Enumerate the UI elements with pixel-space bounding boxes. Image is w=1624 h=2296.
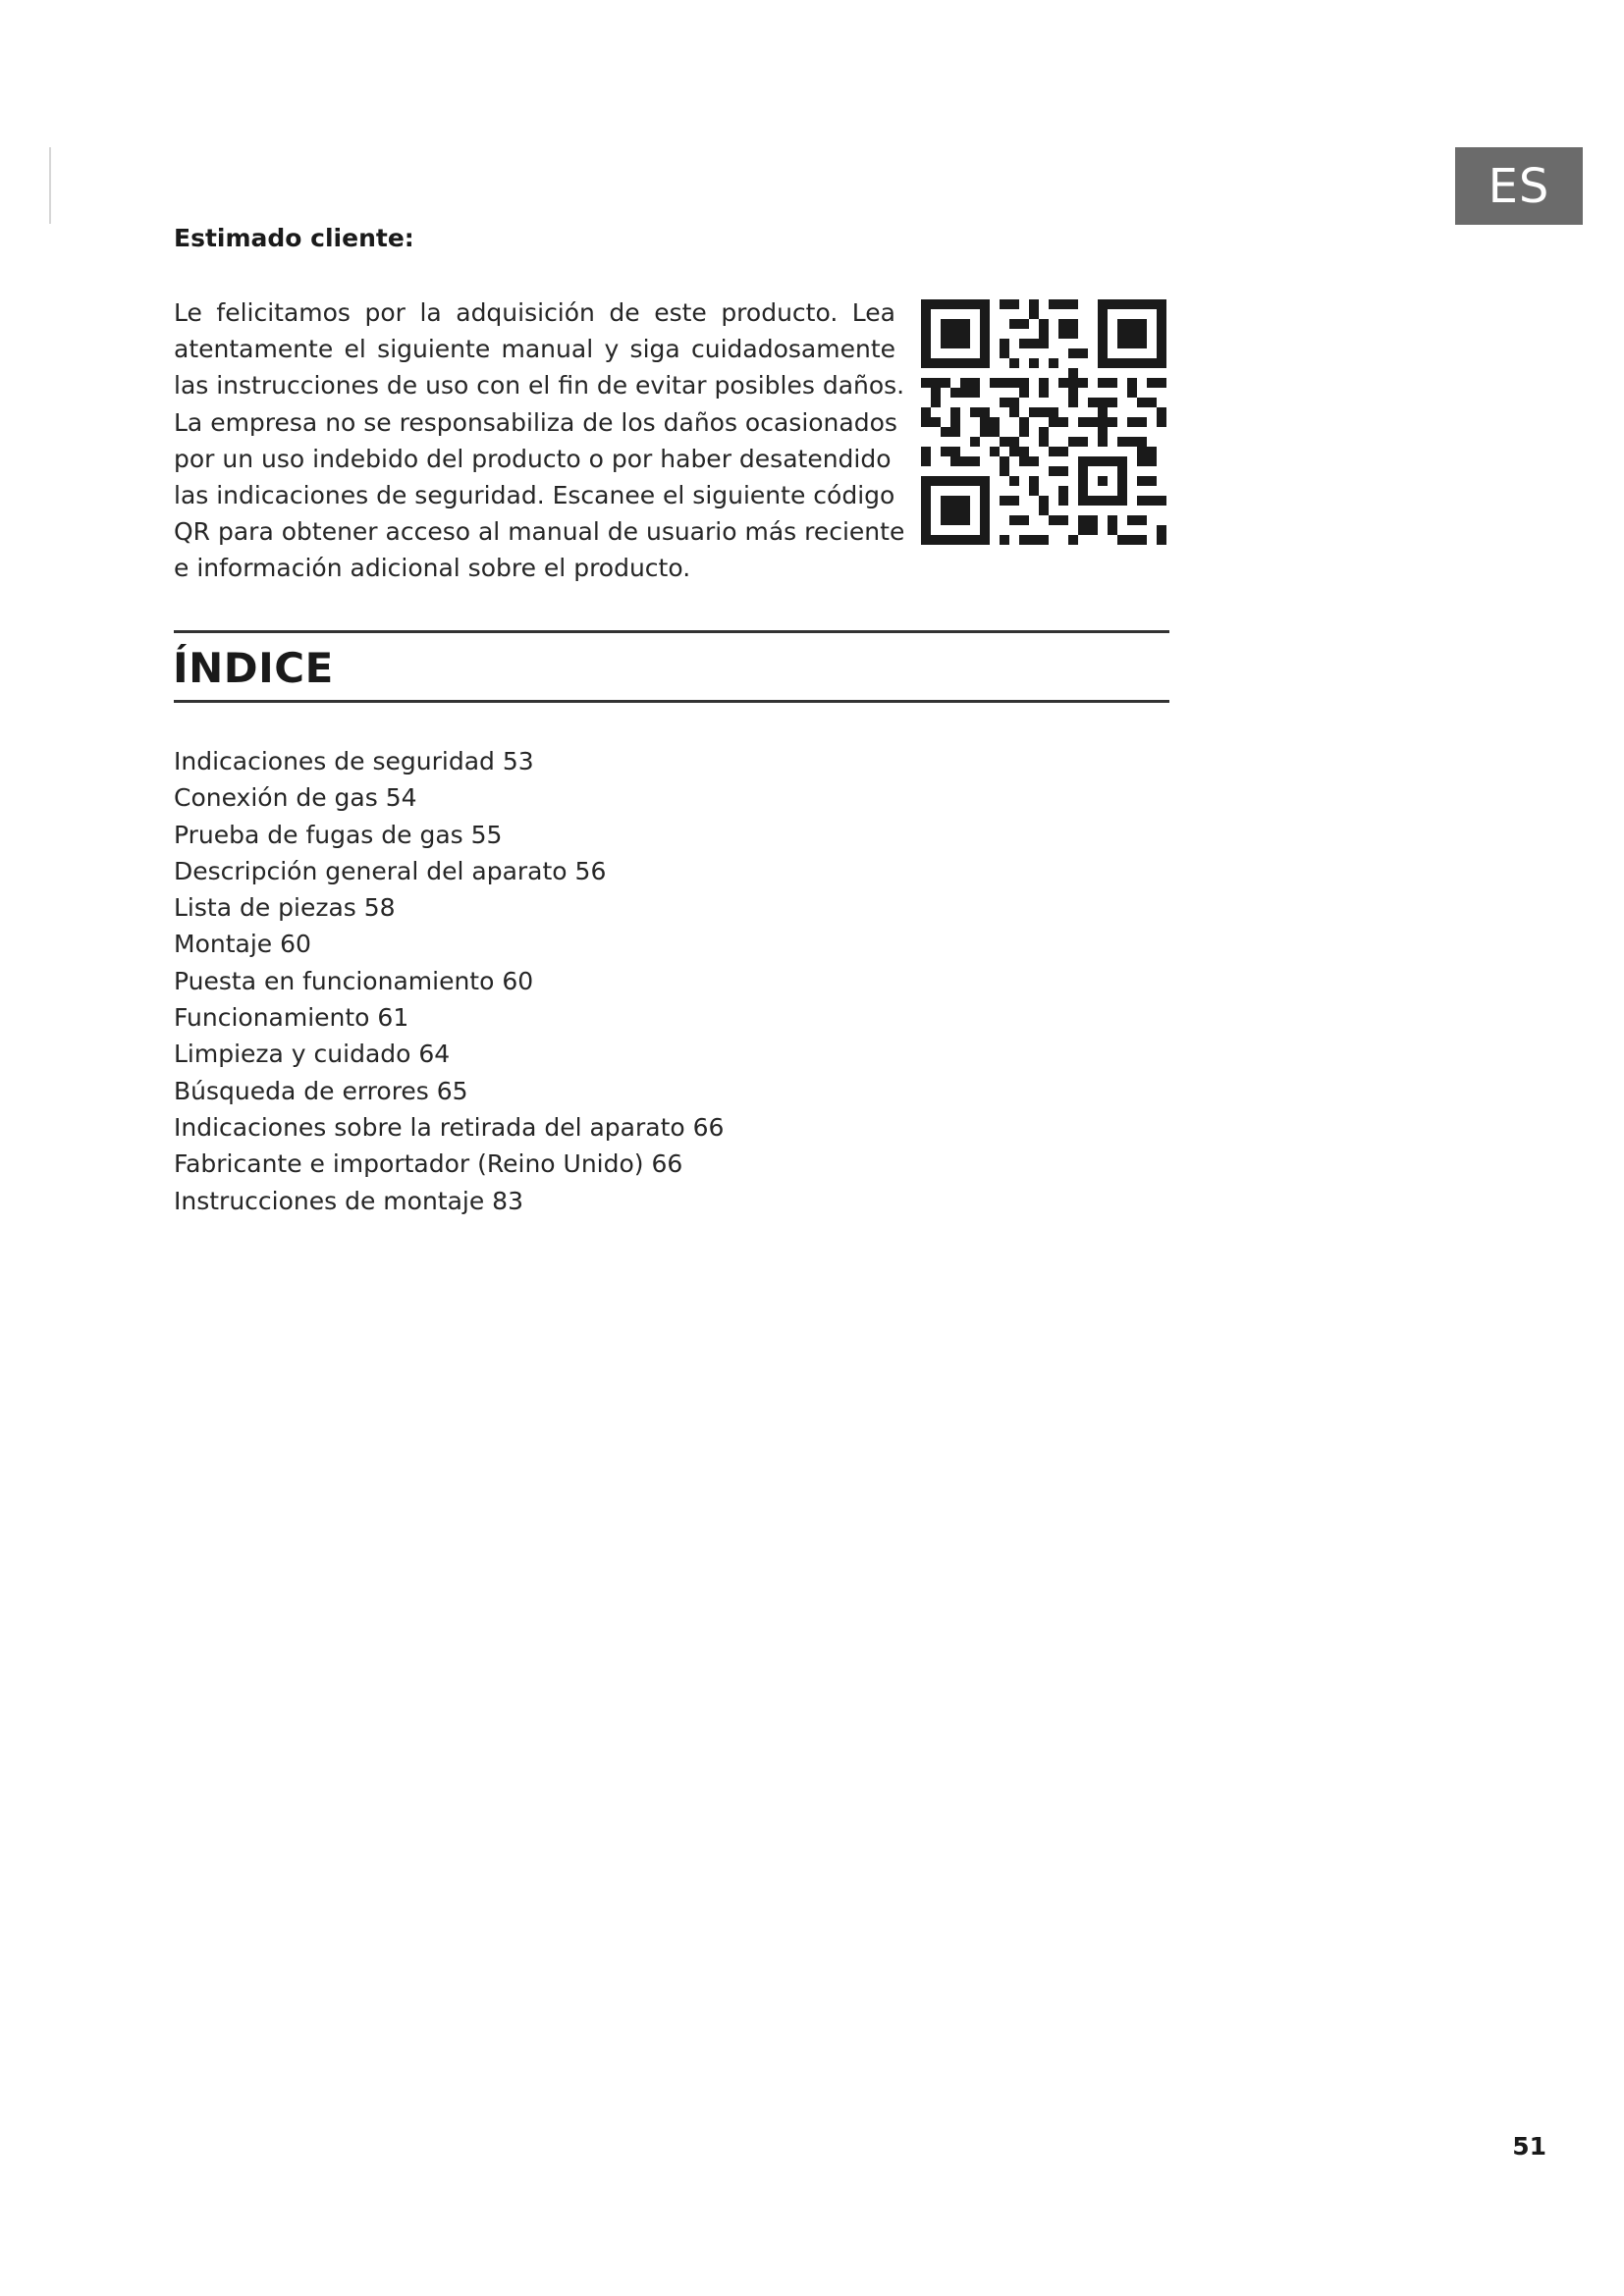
intro-line: las indicaciones de seguridad. Escanee el siguiente código bbox=[174, 481, 895, 510]
intro-paragraph bbox=[174, 294, 905, 587]
toc-item[interactable]: Indicaciones de seguridad 53 bbox=[174, 747, 534, 775]
intro-line: por un uso indebido del producto o por haber desatendido bbox=[174, 444, 892, 473]
toc-item[interactable]: Lista de piezas 58 bbox=[174, 893, 396, 923]
intro-line: las instrucciones de uso con el fin de evitar posibles daños. bbox=[174, 371, 905, 400]
intro-line: La empresa no se responsabiliza de los daños ocasionados bbox=[174, 407, 897, 437]
table-of-contents bbox=[174, 743, 724, 1219]
toc-item[interactable]: Montaje 60 bbox=[174, 930, 311, 959]
toc-item[interactable]: Búsqueda de errores 65 bbox=[174, 1076, 468, 1105]
page-number: 51 bbox=[1512, 2132, 1546, 2161]
margin-marker bbox=[49, 147, 51, 224]
toc-item[interactable]: Limpieza y cuidado 64 bbox=[174, 1040, 451, 1069]
toc-item[interactable]: Funcionamiento 61 bbox=[174, 1003, 409, 1033]
intro-line: Le felicitamos por la adquisición de este producto. Lea bbox=[174, 298, 895, 327]
intro-line: e información adicional sobre el producto. bbox=[174, 554, 691, 583]
language-tab: ES bbox=[1455, 147, 1583, 225]
toc-bottom-rule bbox=[174, 700, 1169, 703]
intro-line: atentamente el siguiente manual y siga cuidadosamente bbox=[174, 335, 895, 364]
toc-top-rule bbox=[174, 630, 1169, 633]
qr-code-icon[interactable] bbox=[921, 299, 1166, 545]
toc-item[interactable]: Prueba de fugas de gas 55 bbox=[174, 820, 503, 849]
greeting-heading: Estimado cliente: bbox=[174, 224, 414, 252]
toc-item[interactable]: Indicaciones sobre la retirada del aparato 66 bbox=[174, 1112, 725, 1142]
toc-item[interactable]: Fabricante e importador (Reino Unido) 66 bbox=[174, 1149, 683, 1179]
toc-item[interactable]: Puesta en funcionamiento 60 bbox=[174, 966, 534, 995]
toc-item[interactable]: Instrucciones de montaje 83 bbox=[174, 1186, 523, 1215]
toc-item[interactable]: Descripción general del aparato 56 bbox=[174, 856, 607, 885]
toc-item[interactable]: Conexión de gas 54 bbox=[174, 783, 417, 813]
toc-title: ÍNDICE bbox=[173, 644, 334, 692]
intro-line: QR para obtener acceso al manual de usuario más reciente bbox=[174, 517, 905, 547]
